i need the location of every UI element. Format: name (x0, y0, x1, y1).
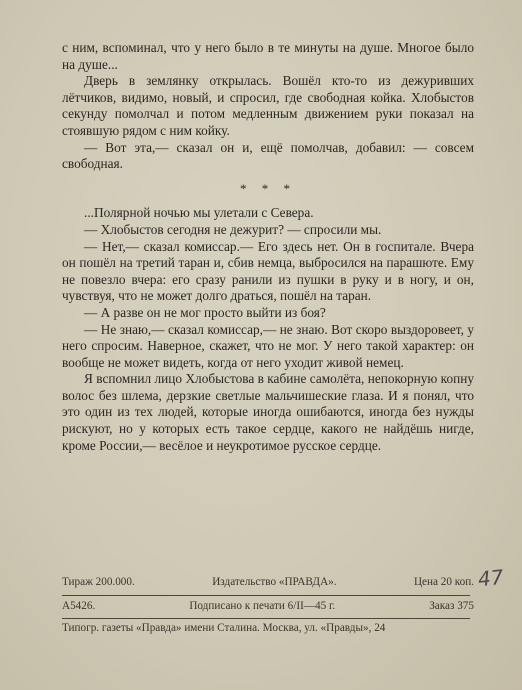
order-text: Заказ 375 (429, 600, 474, 612)
imprint-row-1 (62, 576, 474, 588)
price-text: Цена 20 коп. (413, 576, 474, 588)
paragraph: Я вспомнил лицо Хлобыстова в кабине самолёта, непокорную копну волос без шлема, дерзкие светлые мальчишеские глаза. И я понял, что это один из тех людей, которые иногда ошибаются, иногда без нужды рискуют, но у которых есть такое сердце, какого не найдёшь нигде, кроме России,— весёлое и неукротимое русское сердце. (62, 371, 474, 453)
code-text: А5426. (62, 600, 96, 612)
tirage-text: Тираж 200.000. (62, 576, 135, 588)
imprint-row-3 (62, 622, 474, 634)
handwritten-page-number: 47 (476, 564, 505, 592)
signed-text: Подписано к печати 6/II—45 г. (189, 600, 336, 612)
paragraph: — Нет,— сказал комиссар.— Его здесь нет. Он в госпитале. Вчера он пошёл на третий таран и, сбив немца, выбросился на парашюте. Ему не повезло вчера: его сразу ранили из пушки в руку и в ногу, и он, чувствуя, что не может долго драться, пошёл на таран. (62, 238, 474, 304)
imprint-row-2 (62, 600, 474, 612)
paragraph: — Хлобыстов сегодня не дежурит? — спросили мы. (84, 221, 382, 237)
paragraph: — Вот эта,— сказал он и, ещё помолчав, добавил: — совсем свободная. (62, 139, 474, 172)
paragraph: ...Полярной ночью мы улетали с Севера. (84, 205, 314, 221)
paragraph: Дверь в землянку открылась. Вошёл кто-то из дежуривших лётчиков, видимо, новый, и спросил, где свободная койка. Хлобыстов секунду помолчал и потом медленным движением руки показал на стоявшую рядом с ним койку. (62, 73, 474, 138)
printer-text: Типогр. газеты «Правда» имени Сталина. Москва, ул. «Правды», 24 (62, 622, 386, 634)
section-separator: * * * (240, 180, 296, 196)
paragraph: — А разве он не мог просто выйти из боя? (84, 304, 326, 320)
publisher-text: Издательство «ПРАВДА». (212, 576, 337, 588)
paragraph: с ним, вспоминал, что у него было в те минуты на душе. Многое было на душе... (62, 40, 474, 72)
imprint-divider (62, 618, 470, 619)
paragraph: — Не знаю,— сказал комиссар,— не знаю. Вот скоро выздоровеет, у него спросим. Наверное, скажет, что не мог. У него такой характер: он вообще не может видеть, когда от него уходит живой немец. (62, 321, 474, 370)
imprint-divider (62, 595, 470, 596)
page-body (62, 40, 474, 454)
